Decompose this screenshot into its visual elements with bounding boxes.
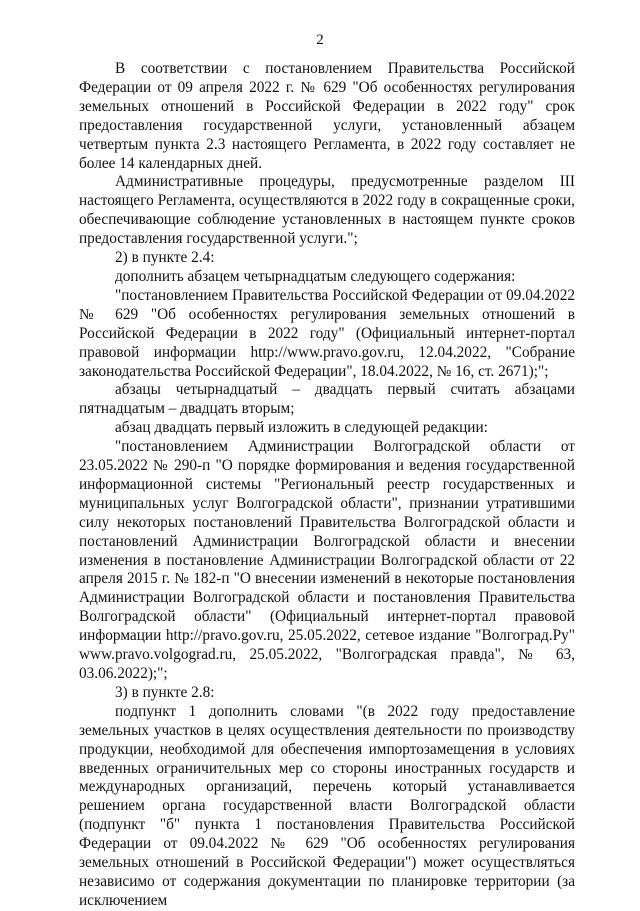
paragraph-restate-21st-abzac: абзац двадцать первый изложить в следующей редакции: bbox=[115, 419, 488, 437]
paragraph-add-14th-abzac: дополнить абзацем четырнадцатым следующего содержания: bbox=[115, 267, 516, 285]
page-number: 2 bbox=[316, 32, 324, 48]
paragraph-renumber-abzacs: абзацы четырнадцатый – двадцать первый считать абзацами пятнадцатым – двадцать вторым; bbox=[79, 381, 575, 418]
paragraph-subitem-1-addition: подпункт 1 дополнить словами "(в 2022 году предоставление земельных участков в целях осуществления деятельности по производству продукции, необходимой для обеспечения импортозамещения в условиях введенных ограничительных мер со стороны иностранных государств и международных организаций, перечень который устанавливается решением органа государственной власти Волгоградской области (подпункт "б" пункта 1 постановления Правительства Российской Федерации от 09.04.2022 № 629 "Об особенностях регулирования земельных отношений в Российской Федерации") может осуществляться независимо от содержания документации по планировке территории (за исключением bbox=[79, 702, 575, 909]
paragraph-deadline-reduction: В соответствии с постановлением Правительства Российской Федерации от 09 апреля 2022 г. № 629 "Об особенностях регулирования земельных отношений в Российской Федерации в 2022 году" срок предоставления государственной услуги, установленный абзацем четвертым пункта 2.3 настоящего Регламента, в 2022 году составляет не более 14 календарных дней. bbox=[79, 60, 575, 172]
paragraph-quote-administration-decree: "постановлением Администрации Волгоградской области от 23.05.2022 № 290-п "О порядке формирования и ведения государственной информационной системы "Региональный реестр государственных и муниципальных услуг Волгоградской области", признании утратившими силу некоторых постановлений Правительства Волгоградской области и постановлений Администрации Волгоградской области и внесении изменения в постановление Администрации Волгоградской области от 22 апреля 2015 г. № 182-п "О внесении изменений в некоторые постановления Администрации Волгоградской области и постановления Правительства Волгоградской области" (Официальный интернет-портал правовой информации http://pravo.gov.ru, 25.05.2022, сетевое издание "Волгоград.Ру" www.pravo.volgograd.ru, 25.05.2022, "Волгоградская правда", № 63, 03.06.2022);"; bbox=[79, 438, 575, 682]
paragraph-quote-government-decree: "постановлением Правительства Российской Федерации от 09.04.2022 № 629 "Об особенностях регулирования земельных отношений в Российской Федерации в 2022 году" (Официальный интернет-портал правовой информации http://www.pravo.gov.ru, 12.04.2022, "Собрание законодательства Российской Федерации", 18.04.2022, № 16, ст. 2671);"; bbox=[79, 286, 575, 380]
paragraph-admin-procedures: Административные процедуры, предусмотренные разделом III настоящего Регламента, осуществляются в 2022 году в сокращенные сроки, обеспечивающие соблюдение установленных в настоящем пункте сроков предоставления государственной услуги."; bbox=[79, 173, 575, 248]
paragraph-item-3-heading: 3) в пункте 2.8: bbox=[115, 683, 215, 701]
document-body bbox=[79, 60, 575, 911]
paragraph-item-2-heading: 2) в пункте 2.4: bbox=[115, 249, 215, 267]
